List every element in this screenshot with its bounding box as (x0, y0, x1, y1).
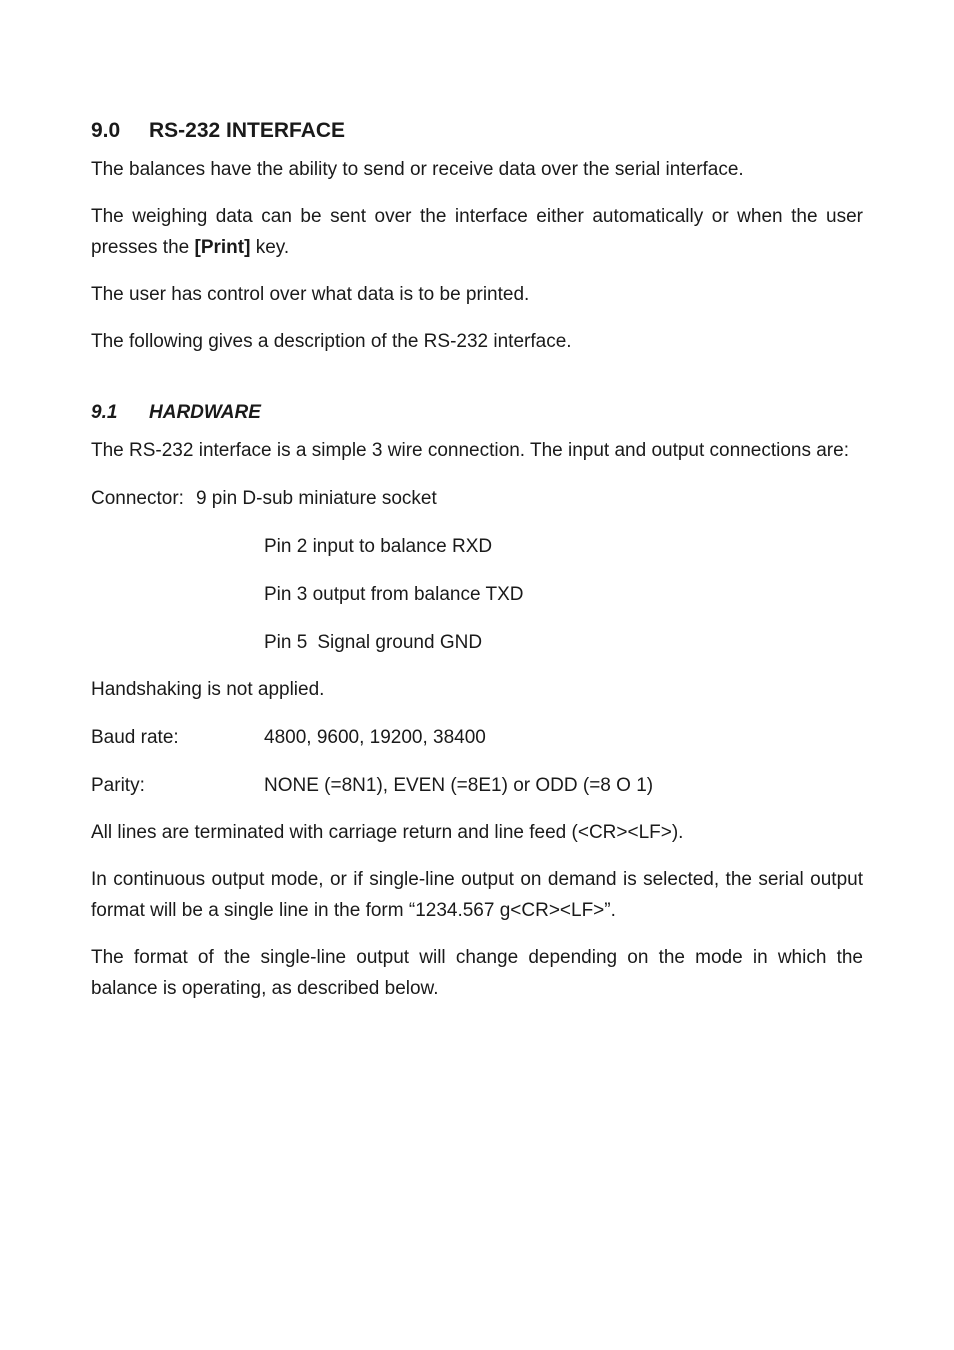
connector-label: Connector: (91, 488, 184, 509)
handshaking-text: Handshaking is not applied. (91, 679, 325, 700)
parity-row (91, 770, 863, 801)
intro-paragraph-2 (91, 201, 863, 263)
line-termination-paragraph: All lines are terminated with carriage return and line feed (<CR><LF>). (91, 822, 684, 843)
baud-rate-label: Baud rate: (91, 727, 179, 748)
subsection-number: 9.1 (91, 402, 118, 423)
subsection-heading (91, 397, 863, 428)
connector-row (91, 483, 863, 514)
document-page (91, 114, 863, 1004)
print-key-label: [Print] (194, 237, 251, 258)
pin5-line (91, 627, 863, 658)
baud-rate-row (91, 722, 863, 753)
parity-value: NONE (=8N1), EVEN (=8E1) or ODD (=8 O 1) (264, 775, 654, 796)
intro-paragraph-4: The following gives a description of the RS-232 interface. (91, 331, 572, 352)
subsection-title: HARDWARE (149, 402, 261, 423)
baud-rate-value: 4800, 9600, 19200, 38400 (264, 727, 486, 748)
intro-p2-text: The weighing data can be sent over the interface either automatically or when the user presses the (91, 206, 863, 258)
pin2-line: Pin 2 input to balance RXD (264, 536, 493, 557)
section-title: RS-232 INTERFACE (149, 119, 346, 142)
output-format-paragraph: The format of the single-line output will change depending on the mode in which the balance is operating, as described below. (91, 947, 863, 999)
pin5-description: Signal ground GND (317, 632, 483, 653)
section-heading (91, 114, 863, 148)
intro-paragraph-3: The user has control over what data is to be printed. (91, 284, 530, 305)
pin3-line: Pin 3 output from balance TXD (264, 584, 524, 605)
pin5-number: Pin 5 (264, 632, 308, 653)
hardware-paragraph: The RS-232 interface is a simple 3 wire connection. The input and output connections are: (91, 440, 849, 461)
section-number: 9.0 (91, 119, 121, 142)
connector-value: 9 pin D-sub miniature socket (195, 488, 437, 509)
intro-p2-end: key. (250, 237, 290, 258)
parity-label: Parity: (91, 775, 145, 796)
intro-paragraph-1: The balances have the ability to send or receive data over the serial interface. (91, 159, 744, 180)
continuous-output-paragraph: In continuous output mode, or if single-line output on demand is selected, the serial output format will be a single line in the form “1234.567 g<CR><LF>”. (91, 869, 863, 921)
